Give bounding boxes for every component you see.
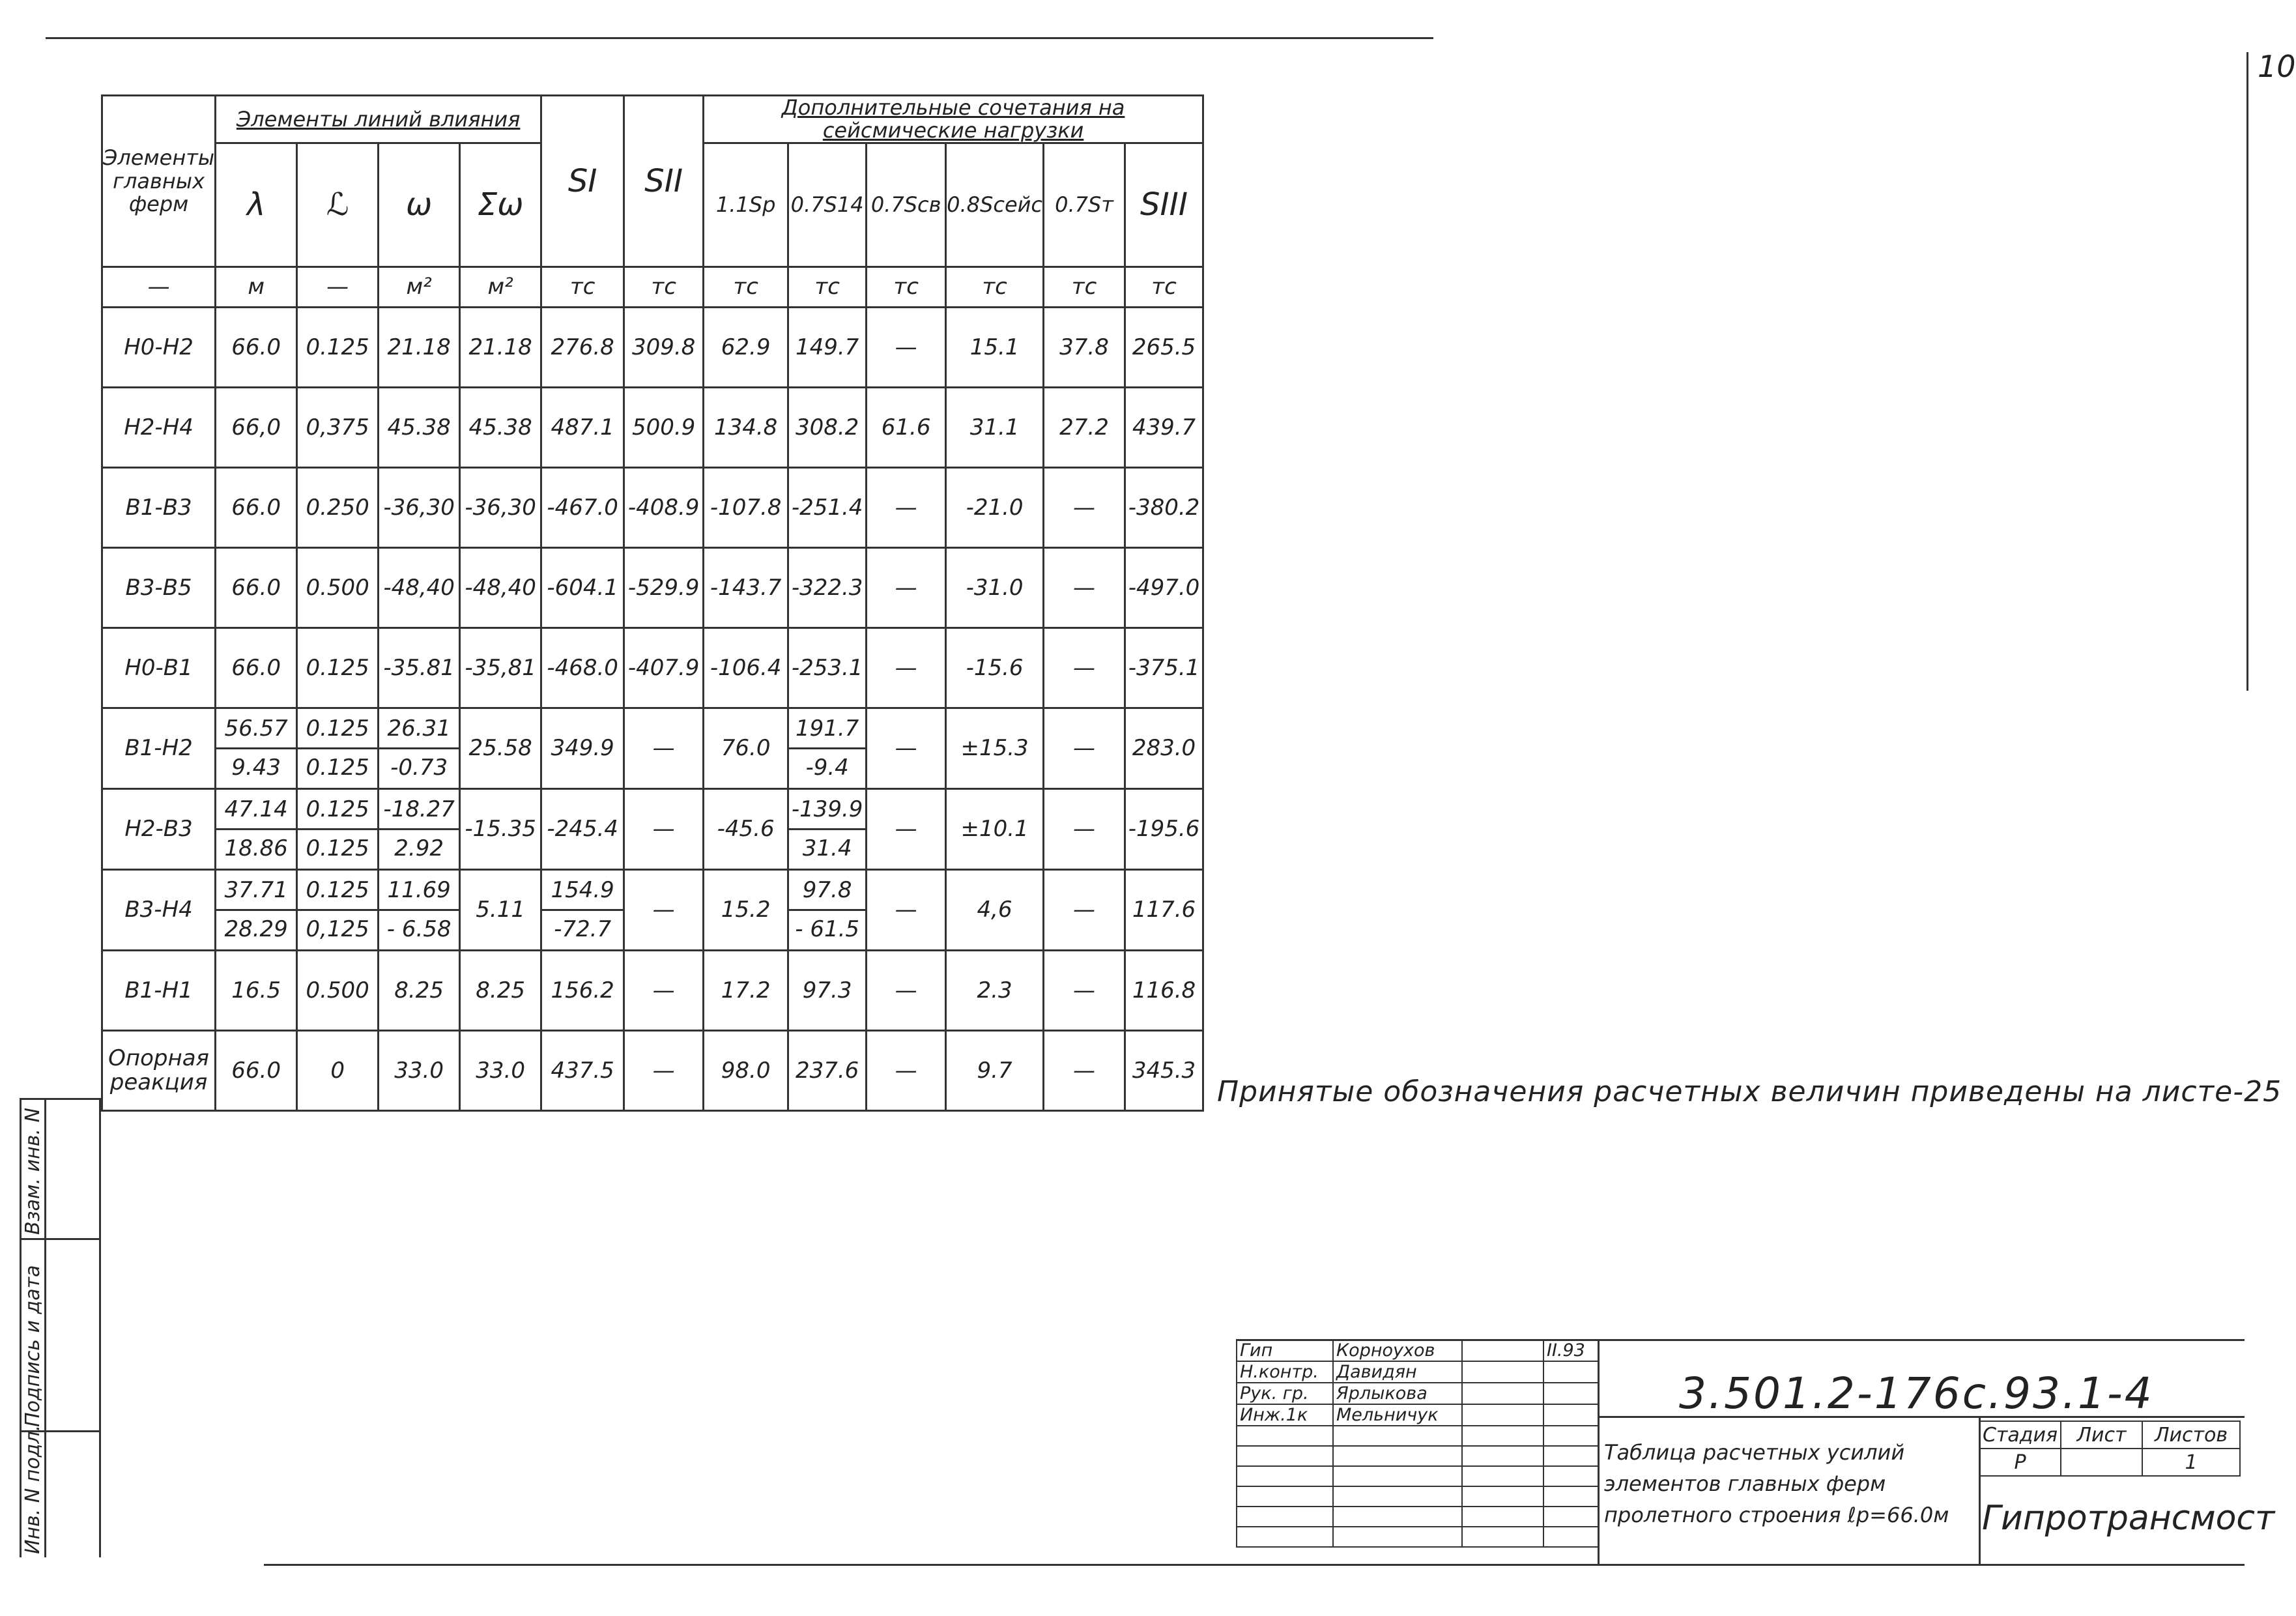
header-influence-group: Элементы линий влияния	[216, 96, 541, 143]
cell-lambda-part: 56.57	[216, 710, 296, 750]
cell-lambda-part: 18.86	[224, 835, 288, 862]
cell-lambda-part: 28.29	[224, 916, 288, 943]
cell-s1: -468.0	[541, 628, 624, 708]
cell-s1: 349.9	[541, 708, 624, 789]
cell-name: Н2-Н4	[102, 388, 216, 468]
cell-c3: 61.6	[867, 388, 946, 468]
organization-name: Гипротрансмост	[1982, 1499, 2275, 1538]
header-lambda: λ	[216, 143, 297, 267]
cell-c1: 62.9	[704, 308, 788, 388]
unit-cell: —	[297, 267, 379, 308]
header-s2: SII	[624, 96, 704, 267]
cell-c3: —	[867, 548, 946, 628]
role-cell: Гип	[1237, 1340, 1333, 1361]
sheet-value	[2061, 1449, 2142, 1476]
cell-omega: -48,40	[379, 548, 460, 628]
cell-c3: —	[867, 951, 946, 1031]
title-block	[1236, 1339, 2275, 1564]
cell-c3: —	[867, 870, 946, 951]
empty-cell	[1543, 1466, 1598, 1486]
cell-omega-part: 2.92	[394, 835, 444, 862]
cell-c4: ±10.1	[946, 789, 1044, 870]
cell-c1: -106.4	[704, 628, 788, 708]
cell-c2: -322.3	[788, 548, 867, 628]
sheet-number: 10	[2258, 49, 2296, 84]
cell-L: 0.250	[297, 468, 379, 548]
cell-omega	[379, 708, 460, 789]
label-inv-podl: Инв. N подл.	[22, 1424, 44, 1554]
empty-cell	[1237, 1446, 1333, 1466]
cell-lambda: 66.0	[216, 308, 297, 388]
cell-c5: —	[1044, 468, 1125, 548]
cell-sum_omega: 21.18	[460, 308, 541, 388]
cell-lambda: 66.0	[216, 628, 297, 708]
signatures-table	[1236, 1339, 1599, 1548]
role-cell: Инж.1к	[1237, 1404, 1333, 1426]
cell-name: В1-В3	[102, 468, 216, 548]
cell-lambda	[216, 870, 297, 951]
cell-s2: —	[624, 1031, 704, 1111]
empty-cell	[1543, 1507, 1598, 1527]
cell-L: 0	[297, 1031, 379, 1111]
title-line: пролетного строения ℓр=66.0м	[1604, 1503, 1949, 1527]
unit-cell: тс	[1125, 267, 1203, 308]
empty-cell	[1462, 1426, 1543, 1446]
empty-cell	[1543, 1527, 1598, 1547]
split-rows	[102, 708, 1203, 951]
signature-cell	[1462, 1340, 1543, 1361]
cell-omega-part: -18.27	[379, 791, 459, 831]
cell-s1-part: 154.9	[542, 872, 623, 912]
cell-sum_omega: 8.25	[460, 951, 541, 1031]
table-row	[102, 388, 1203, 468]
cell-name: Н2-В3	[102, 789, 216, 870]
cell-s3: 345.3	[1125, 1031, 1203, 1111]
cell-s3: 117.6	[1125, 870, 1203, 951]
cell-s1: 276.8	[541, 308, 624, 388]
empty-cell	[1333, 1507, 1462, 1527]
header-s3: SIII	[1125, 143, 1203, 267]
cell-L-part: 0.125	[298, 872, 377, 912]
cell-s2: —	[624, 870, 704, 951]
cell-L: 0.125	[297, 628, 379, 708]
cell-lambda-part: 9.43	[231, 755, 281, 781]
cell-s2: -408.9	[624, 468, 704, 548]
header-sum-omega: Σω	[460, 143, 541, 267]
cell-s2: 309.8	[624, 308, 704, 388]
cell-L	[297, 708, 379, 789]
cell-omega-part: 26.31	[379, 710, 459, 750]
cell-s2: —	[624, 789, 704, 870]
cell-sum_omega: -36,30	[460, 468, 541, 548]
cell-L: 0,375	[297, 388, 379, 468]
cell-c3: —	[867, 1031, 946, 1111]
cell-omega-part: - 6.58	[386, 916, 452, 943]
empty-cell	[1237, 1486, 1333, 1507]
role-cell: Рук. гр.	[1237, 1383, 1333, 1404]
cell-c1: 98.0	[704, 1031, 788, 1111]
cell-lambda: 66.0	[216, 548, 297, 628]
cell-c1: -45.6	[704, 789, 788, 870]
cell-c5: —	[1044, 708, 1125, 789]
cell-c2	[788, 789, 867, 870]
cell-s2: -407.9	[624, 628, 704, 708]
cell-s3: 283.0	[1125, 708, 1203, 789]
cell-c2-part: -139.9	[789, 791, 865, 831]
empty-cell	[1237, 1466, 1333, 1486]
empty-cell	[1237, 1527, 1333, 1547]
cell-c2: 149.7	[788, 308, 867, 388]
role-cell: Н.контр.	[1237, 1361, 1333, 1383]
header-c5: 0.7Sт	[1044, 143, 1125, 267]
table-row	[102, 308, 1203, 388]
cell-c2-part: 31.4	[802, 835, 852, 862]
cell-c4: 9.7	[946, 1031, 1044, 1111]
date-cell: II.93	[1543, 1340, 1598, 1361]
cell-s1	[541, 870, 624, 951]
empty-cell	[1543, 1446, 1598, 1466]
cell-s1: -467.0	[541, 468, 624, 548]
stage-value: Р	[1979, 1449, 2061, 1476]
cell-c2: -253.1	[788, 628, 867, 708]
cell-L-part: 0.125	[306, 755, 369, 781]
empty-cell	[1333, 1446, 1462, 1466]
cell-c3: —	[867, 308, 946, 388]
units-row	[102, 267, 1203, 308]
cell-lambda: 16.5	[216, 951, 297, 1031]
table-row	[102, 468, 1203, 548]
cell-c5: 27.2	[1044, 388, 1125, 468]
date-cell	[1543, 1383, 1598, 1404]
cell-name: В3-В5	[102, 548, 216, 628]
cell-c4: 4,6	[946, 870, 1044, 951]
cell-omega: 33.0	[379, 1031, 460, 1111]
cell-name: Н0-Н2	[102, 308, 216, 388]
cell-s2: -529.9	[624, 548, 704, 628]
cell-L	[297, 870, 379, 951]
cell-sum_omega: 25.58	[460, 708, 541, 789]
cell-lambda	[216, 708, 297, 789]
cell-c2-part: 191.7	[789, 710, 865, 750]
cell-lambda: 66,0	[216, 388, 297, 468]
left-margin-stamp	[20, 1098, 101, 1557]
sheet-header: Лист	[2061, 1421, 2142, 1449]
unit-cell: тс	[704, 267, 788, 308]
cell-c4: 2.3	[946, 951, 1044, 1031]
cell-c2	[788, 708, 867, 789]
signature-cell	[1462, 1361, 1543, 1383]
cell-c2: 97.3	[788, 951, 867, 1031]
table-row	[102, 870, 1203, 951]
cell-c1: 76.0	[704, 708, 788, 789]
empty-cell	[1237, 1507, 1333, 1527]
cell-omega: -35.81	[379, 628, 460, 708]
cell-c4: -15.6	[946, 628, 1044, 708]
unit-cell: м²	[460, 267, 541, 308]
cell-s1: 487.1	[541, 388, 624, 468]
cell-sum_omega: -35,81	[460, 628, 541, 708]
unit-cell: тс	[946, 267, 1044, 308]
cell-s1-part: -72.7	[554, 916, 612, 943]
cell-omega	[379, 789, 460, 870]
cell-c4: 15.1	[946, 308, 1044, 388]
cell-c1: 15.2	[704, 870, 788, 951]
cell-c1: 17.2	[704, 951, 788, 1031]
cell-c5: —	[1044, 1031, 1125, 1111]
cell-omega-part: -0.73	[390, 755, 448, 781]
cell-c5: —	[1044, 951, 1125, 1031]
cell-c2-part: - 61.5	[795, 916, 860, 943]
cell-c5: —	[1044, 789, 1125, 870]
table-row	[102, 789, 1203, 870]
cell-c4: -21.0	[946, 468, 1044, 548]
cell-omega: 8.25	[379, 951, 460, 1031]
cell-lambda: 66.0	[216, 468, 297, 548]
cell-c1: -107.8	[704, 468, 788, 548]
header-additional-group: Дополнительные сочетания на сейсмические нагрузки	[704, 96, 1203, 143]
cell-s3: -195.6	[1125, 789, 1203, 870]
sheets-header: Листов	[2142, 1421, 2240, 1449]
header-c3: 0.7Scв	[867, 143, 946, 267]
forces-table	[101, 94, 1204, 1112]
right-frame-line	[2246, 52, 2248, 691]
cell-sum_omega: 33.0	[460, 1031, 541, 1111]
table-row	[102, 548, 1203, 628]
cell-name: Н0-В1	[102, 628, 216, 708]
cell-s3: 265.5	[1125, 308, 1203, 388]
cell-c3: —	[867, 628, 946, 708]
empty-cell	[1462, 1446, 1543, 1466]
unit-cell: тс	[788, 267, 867, 308]
simple-rows-a	[102, 308, 1203, 708]
empty-cell	[1462, 1486, 1543, 1507]
empty-cell	[1333, 1527, 1462, 1547]
cell-sum_omega: 45.38	[460, 388, 541, 468]
cell-name: Опорная реакция	[102, 1031, 216, 1111]
cell-name: В3-Н4	[102, 870, 216, 951]
cell-L: 0.500	[297, 548, 379, 628]
cell-L-part: 0,125	[306, 916, 369, 943]
cell-L-part: 0.125	[306, 835, 369, 862]
cell-lambda	[216, 789, 297, 870]
cell-lambda: 66.0	[216, 1031, 297, 1111]
cell-c2-part: 97.8	[789, 872, 865, 912]
cell-c5: —	[1044, 548, 1125, 628]
empty-cell	[1333, 1426, 1462, 1446]
cell-sum_omega: -15.35	[460, 789, 541, 870]
cell-s3: -375.1	[1125, 628, 1203, 708]
cell-s1: -604.1	[541, 548, 624, 628]
header-c2: 0.7S14	[788, 143, 867, 267]
cell-c3: —	[867, 789, 946, 870]
cell-name: В1-Н1	[102, 951, 216, 1031]
cell-c2-part: -9.4	[805, 755, 849, 781]
cell-c5: —	[1044, 870, 1125, 951]
empty-cell	[1543, 1426, 1598, 1446]
empty-cell	[1543, 1486, 1598, 1507]
header-s1: SI	[541, 96, 624, 267]
empty-cell	[1333, 1486, 1462, 1507]
cell-L-part: 0.125	[298, 791, 377, 831]
header-c1: 1.1Sp	[704, 143, 788, 267]
header-L: ℒ	[297, 143, 379, 267]
cell-sum_omega: 5.11	[460, 870, 541, 951]
cell-c2: 308.2	[788, 388, 867, 468]
empty-cell	[1462, 1527, 1543, 1547]
signature-cell	[1462, 1404, 1543, 1426]
cell-c5: —	[1044, 628, 1125, 708]
cell-omega-part: 11.69	[379, 872, 459, 912]
stage-header: Стадия	[1979, 1421, 2061, 1449]
name-cell: Корноухов	[1333, 1340, 1462, 1361]
header-elements: Элементы главных ферм	[102, 96, 216, 267]
bottom-border-line	[264, 1564, 2245, 1566]
cell-omega	[379, 870, 460, 951]
cell-lambda-part: 37.71	[216, 872, 296, 912]
document-title	[1604, 1437, 1949, 1531]
title-line: элементов главных ферм	[1604, 1471, 1886, 1496]
cell-c2: 237.6	[788, 1031, 867, 1111]
cell-s2: —	[624, 951, 704, 1031]
cell-omega: -36,30	[379, 468, 460, 548]
cell-L-part: 0.125	[298, 710, 377, 750]
cell-c5: 37.8	[1044, 308, 1125, 388]
cell-c4: ±15.3	[946, 708, 1044, 789]
cell-sum_omega: -48,40	[460, 548, 541, 628]
name-cell: Давидян	[1333, 1361, 1462, 1383]
top-border-line	[46, 37, 1433, 39]
cell-s3: -380.2	[1125, 468, 1203, 548]
empty-cell	[1333, 1466, 1462, 1486]
cell-c1: -143.7	[704, 548, 788, 628]
cell-L	[297, 789, 379, 870]
cell-c3: —	[867, 708, 946, 789]
cell-omega: 45.38	[379, 388, 460, 468]
header-omega: ω	[379, 143, 460, 267]
signature-cell	[1462, 1383, 1543, 1404]
cell-s1: 156.2	[541, 951, 624, 1031]
cell-s3: 116.8	[1125, 951, 1203, 1031]
label-vzam-inv: Взам. инв. N	[22, 1108, 44, 1235]
cell-c4: 31.1	[946, 388, 1044, 468]
cell-s1: -245.4	[541, 789, 624, 870]
unit-cell: —	[102, 267, 216, 308]
header-c4: 0.8Sсейс	[946, 143, 1044, 267]
title-line: Таблица расчетных усилий	[1604, 1440, 1905, 1465]
simple-rows-b	[102, 951, 1203, 1111]
name-cell: Ярлыкова	[1333, 1383, 1462, 1404]
document-code: 3.501.2-176с.93.1-4	[1679, 1368, 2154, 1419]
cell-s1: 437.5	[541, 1031, 624, 1111]
label-signature-date: Подпись и дата	[22, 1265, 44, 1427]
unit-cell: тс	[541, 267, 624, 308]
unit-cell: тс	[867, 267, 946, 308]
cell-c3: —	[867, 468, 946, 548]
cell-c2: -251.4	[788, 468, 867, 548]
table-row	[102, 951, 1203, 1031]
cell-L: 0.125	[297, 308, 379, 388]
cell-s2: 500.9	[624, 388, 704, 468]
table-row	[102, 628, 1203, 708]
cell-L: 0.500	[297, 951, 379, 1031]
unit-cell: тс	[1044, 267, 1125, 308]
stage-table	[1979, 1421, 2241, 1477]
cell-c1: 134.8	[704, 388, 788, 468]
cell-c4: -31.0	[946, 548, 1044, 628]
unit-cell: м²	[379, 267, 460, 308]
empty-cell	[1462, 1507, 1543, 1527]
empty-cell	[1237, 1426, 1333, 1446]
cell-s2: —	[624, 708, 704, 789]
cell-s3: -497.0	[1125, 548, 1203, 628]
unit-cell: тс	[624, 267, 704, 308]
date-cell	[1543, 1404, 1598, 1426]
empty-cell	[1462, 1466, 1543, 1486]
cell-s3: 439.7	[1125, 388, 1203, 468]
unit-cell: м	[216, 267, 297, 308]
cell-name: В1-Н2	[102, 708, 216, 789]
designations-note: Принятые обозначения расчетных величин приведены на листе-25	[1217, 1075, 2282, 1108]
cell-c2	[788, 870, 867, 951]
cell-lambda-part: 47.14	[216, 791, 296, 831]
table-row	[102, 708, 1203, 789]
date-cell	[1543, 1361, 1598, 1383]
sheets-value: 1	[2142, 1449, 2240, 1476]
name-cell: Мельничук	[1333, 1404, 1462, 1426]
cell-omega: 21.18	[379, 308, 460, 388]
table-row	[102, 1031, 1203, 1111]
